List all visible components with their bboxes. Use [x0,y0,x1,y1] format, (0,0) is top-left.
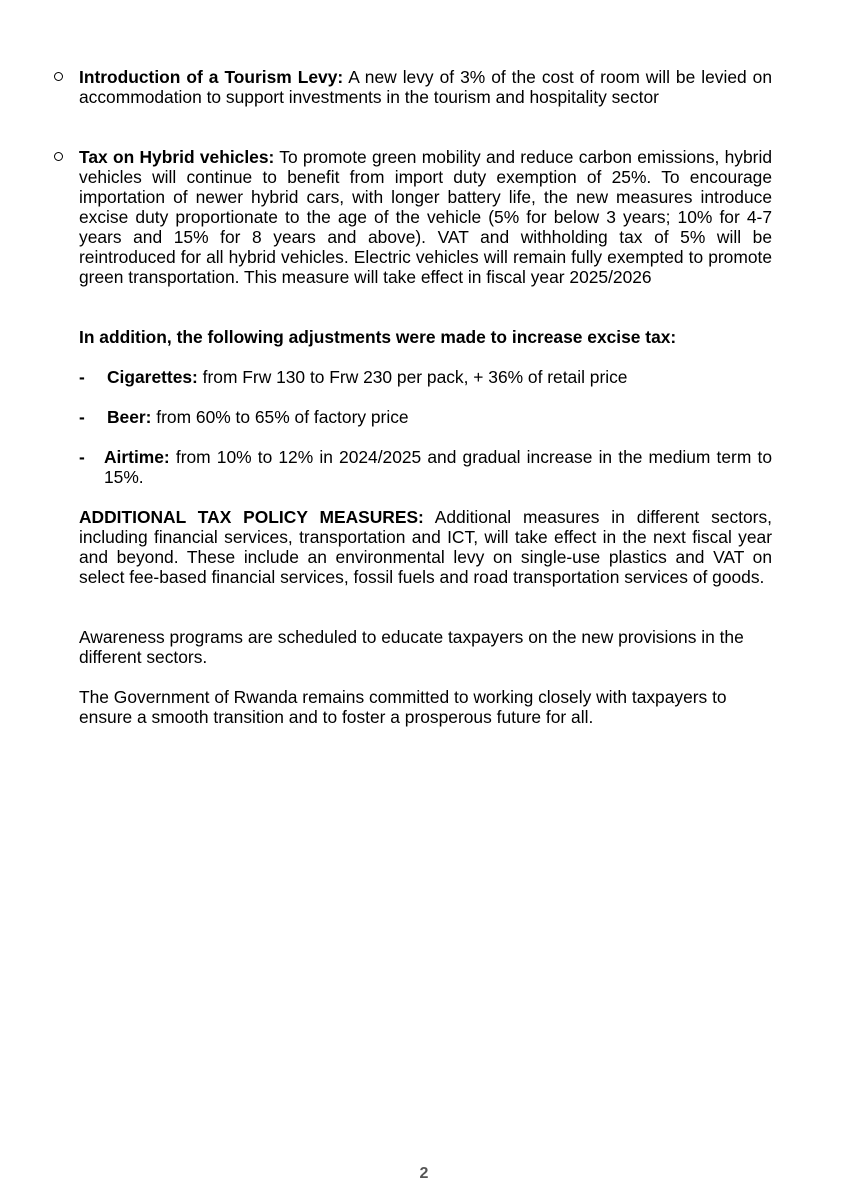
bullet-tourism-levy [79,67,772,107]
additional-measures-title: ADDITIONAL TAX POLICY MEASURES: [79,507,424,527]
additional-measures-text: Additional measures in different sectors, including financial services, transportation and ICT, will take effect in the next fiscal year and beyond. These include an environmental levy on single-use plastics and VAT on select fee-based financial services, fossil fuels and road transportation services of goods. [79,507,772,587]
excise-item-title: Airtime: [104,447,170,467]
excise-item-title: Cigarettes: [107,367,198,387]
excise-item-cigarettes [107,367,777,387]
page-number: 2 [419,1165,429,1182]
additional-measures-paragraph [79,507,772,587]
excise-heading: In addition, the following adjustments were made to increase excise tax: [79,327,677,347]
bullet-text: A new levy of 3% of the cost of room will be levied on accommodation to support investments in the tourism and hospitality sector [79,67,773,107]
bullet-text: To promote green mobility and reduce carbon emissions, hybrid vehicles will continue to benefit from import duty exemption of 25%. To encourage importation of newer hybrid cars, with longer battery life, the new measures introduce excise duty proportionate to the age of the vehicle (5% for below 3 years; 10% for 4-7 years and 15% for 8 years and above). VAT and withholding tax of 5% will be reintroduced for all hybrid vehicles. Electric vehicles will remain fully exempted to promote green transportation. This measure will take effect in fiscal year 2025/2026 [79,147,772,287]
bullet-title: Introduction of a Tourism Levy: [79,67,344,87]
closing-paragraph: The Government of Rwanda remains committed to working closely with taxpayers to ensure a smooth transition and to foster a prosperous future for all. [79,687,727,727]
bullet-title: Tax on Hybrid vehicles: [79,147,275,167]
bullet-circle-icon [54,152,63,161]
excise-item-text: from 60% to 65% of factory price [151,407,409,427]
excise-item-text: from 10% to 12% in 2024/2025 and gradual increase in the medium term to 15%. [104,447,772,487]
awareness-paragraph: Awareness programs are scheduled to educate taxpayers on the new provisions in the different sectors. [79,627,744,667]
bullet-circle-icon [54,72,63,81]
excise-item-text: from Frw 130 to Frw 230 per pack, + 36% of retail price [197,367,628,387]
excise-item-title: Beer: [107,407,152,427]
bullet-hybrid-vehicles [79,147,772,287]
excise-item-beer [107,407,777,427]
dash-marker: - [79,407,85,427]
dash-marker: - [79,447,85,467]
dash-marker: - [79,367,85,387]
excise-item-airtime [104,447,772,487]
